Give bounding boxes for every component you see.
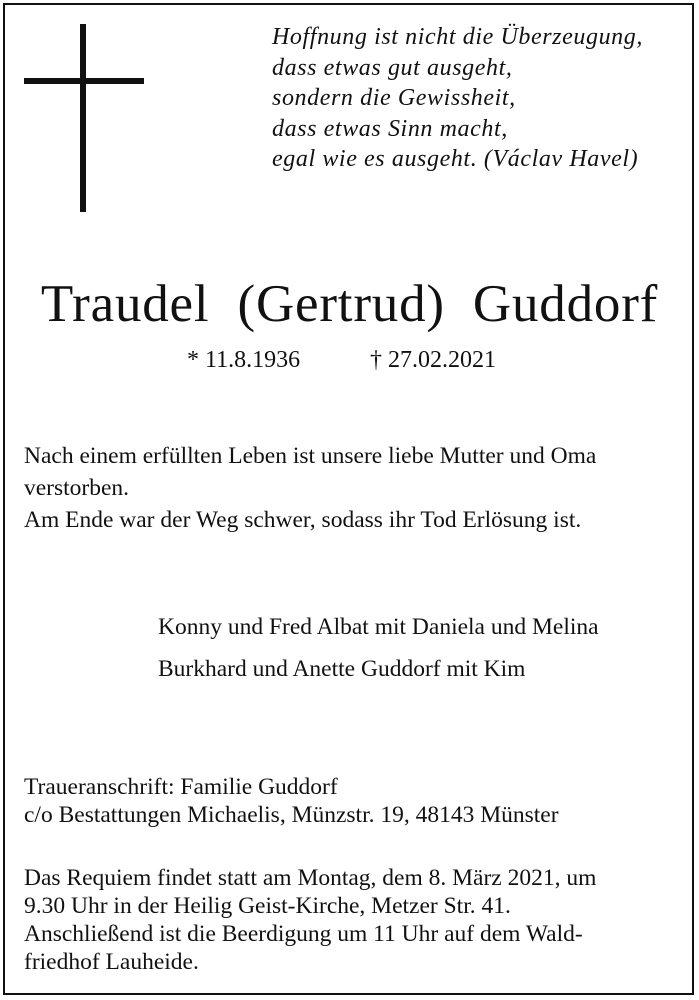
service-line: friedhof Lauheide. — [24, 949, 199, 975]
service-line: 9.30 Uhr in der Heilig Geist-Kirche, Metzer Str. 41. — [24, 893, 511, 919]
cross-vertical-bar — [80, 24, 86, 212]
mourning-address — [24, 773, 559, 829]
quote — [272, 22, 682, 175]
message-line: verstorben. — [24, 475, 130, 501]
birth-date: * 11.8.1936 — [187, 347, 301, 373]
deceased-name: Traudel (Gertrud) Guddorf — [40, 275, 659, 333]
family-line-1: Konny und Fred Albat mit Daniela und Melina — [158, 614, 599, 640]
message-line: Nach einem erfüllten Leben ist unsere liebe Mutter und Oma — [24, 443, 597, 469]
address-line: Traueranschrift: Familie Guddorf — [24, 774, 338, 800]
quote-line: dass etwas Sinn macht, — [272, 115, 508, 142]
service-info — [24, 864, 596, 976]
message-line: Am Ende war der Weg schwer, sodass ihr Tod Erlösung ist. — [24, 507, 582, 533]
service-line: Anschließend ist die Beerdigung um 11 Uhr auf dem Wald- — [24, 921, 583, 947]
quote-line: dass etwas gut ausgeht, — [272, 54, 513, 81]
quote-line: sondern die Gewissheit, — [272, 85, 516, 111]
quote-line: Hoffnung ist nicht die Überzeugung, — [272, 24, 643, 50]
quote-line: egal wie es ausgeht. (Václav Havel) — [272, 146, 639, 172]
death-date: † 27.02.2021 — [370, 347, 496, 373]
address-line: c/o Bestattungen Michaelis, Münzstr. 19, 48143 Münster — [24, 802, 559, 828]
message-text — [24, 440, 684, 536]
cross-horizontal-bar — [24, 78, 144, 84]
family-line-2: Burkhard und Anette Guddorf mit Kim — [158, 656, 526, 682]
service-line: Das Requiem findet statt am Montag, dem 8. März 2021, um — [24, 865, 597, 891]
